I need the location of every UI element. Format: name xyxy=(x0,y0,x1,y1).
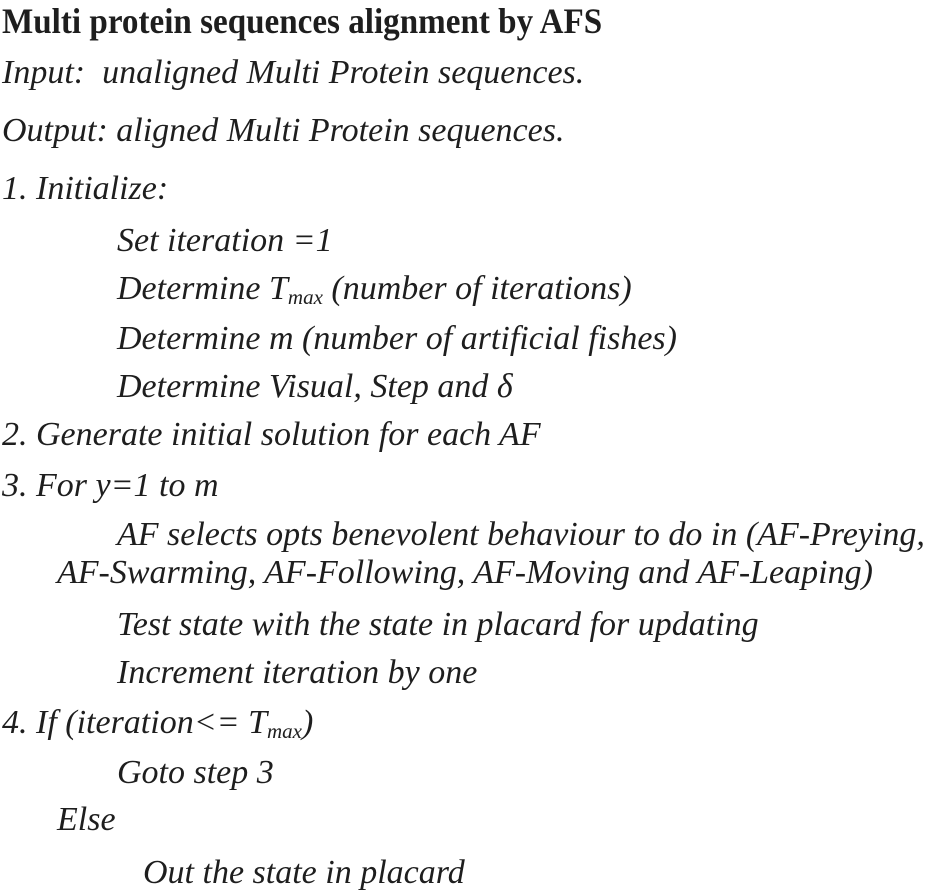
increment-line: Increment iteration by one xyxy=(117,654,478,691)
step-3-header: 3. For y=1 to m xyxy=(2,467,219,504)
step-4-pre: 4. If (iteration<= T xyxy=(2,704,267,741)
else-body-line: Out the state in placard xyxy=(143,854,465,891)
step-1-header: 1. Initialize: xyxy=(2,170,169,207)
determine-tmax-pre: Determine T xyxy=(117,270,288,307)
step-2-header: 2. Generate initial solution for each AF xyxy=(2,416,541,453)
tmax-subscript: max xyxy=(287,285,323,309)
input-line: Input: unaligned Multi Protein sequences. xyxy=(2,54,585,91)
determine-visual-line: Determine Visual, Step and δ xyxy=(117,368,513,405)
step-4-post: ) xyxy=(302,704,314,741)
algorithm-title: Multi protein sequences alignment by AFS xyxy=(2,1,603,41)
set-iteration-line: Set iteration =1 xyxy=(117,222,333,259)
behaviour-line-1: AF selects opts benevolent behaviour to do in (AF-Preying, xyxy=(117,516,925,553)
determine-tmax-post: (number of iterations) xyxy=(322,270,632,307)
step-4-tmax-subscript: max xyxy=(267,719,302,743)
test-state-line: Test state with the state in placard for updating xyxy=(117,606,759,643)
step-4-header xyxy=(2,702,313,744)
determine-m-line: Determine m (number of artificial fishes) xyxy=(117,320,677,357)
output-line: Output: aligned Multi Protein sequences. xyxy=(2,112,565,149)
goto-line: Goto step 3 xyxy=(117,754,274,791)
else-label: Else xyxy=(57,801,116,838)
determine-tmax-line xyxy=(117,268,632,310)
behaviour-line-2: AF-Swarming, AF-Following, AF-Moving and AF-Leaping) xyxy=(57,554,873,591)
